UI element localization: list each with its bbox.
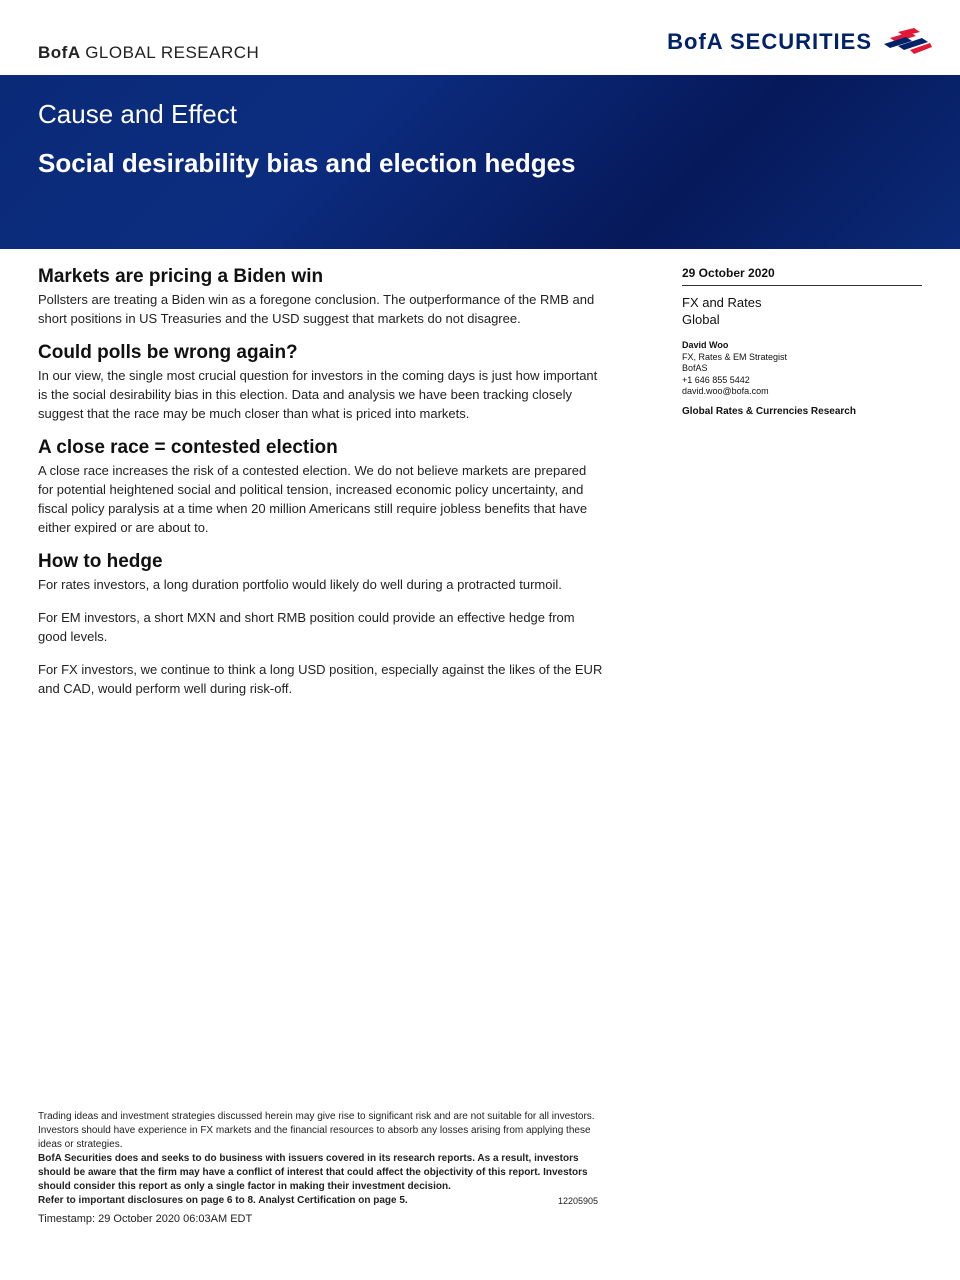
timestamp: Timestamp: 29 October 2020 06:03AM EDT bbox=[38, 1213, 253, 1225]
disclaimer-conflict: BofA Securities does and seeks to do business with issuers covered in its research reports. As a result, investors should be aware that the firm may have a conflict of interest that could affect the objectivity of this report. Investors should consider this report as only a single factor in making their investment decision. bbox=[38, 1153, 588, 1192]
department: FX and Rates Global bbox=[682, 295, 762, 327]
report-date: 29 October 2020 bbox=[682, 266, 922, 286]
section-1 bbox=[38, 266, 604, 328]
section-heading: Markets are pricing a Biden win bbox=[38, 266, 324, 287]
section-heading: Could polls be wrong again? bbox=[38, 342, 298, 363]
section-2 bbox=[38, 342, 604, 423]
author-block bbox=[682, 340, 922, 398]
global-research-title: BofA GLOBAL RESEARCH bbox=[38, 43, 260, 62]
document-code: 12205905 bbox=[557, 1196, 598, 1206]
report-title: Social desirability bias and election hedges bbox=[38, 148, 576, 178]
disclaimer bbox=[38, 1110, 598, 1226]
disclaimer-risk: Trading ideas and investment strategies discussed herein may give rise to significant risk and are not suitable for all investors. Investors should have experience in FX markets and the financial resources to absorb any losses arising from applying these ideas or strategies. bbox=[38, 1111, 595, 1150]
title-banner bbox=[0, 75, 960, 249]
disclosure-row bbox=[38, 1194, 598, 1208]
section-paragraph: Pollsters are treating a Biden win as a foregone conclusion. The outperformance of the RMB and short positions in US Treasuries and the USD suggest that markets do not disagree. bbox=[38, 292, 595, 326]
section-paragraph: For rates investors, a long duration portfolio would likely do well during a protracted turmoil. bbox=[38, 577, 562, 592]
author-title: FX, Rates & EM Strategist bbox=[682, 351, 788, 362]
section-paragraph: For EM investors, a short MXN and short RMB position could provide an effective hedge from good levels. bbox=[38, 610, 575, 644]
team-name: Global Rates & Currencies Research bbox=[682, 405, 856, 417]
disclosure-reference[interactable]: Refer to important disclosures on page 6 to 8. Analyst Certification on page 5. bbox=[38, 1195, 408, 1206]
top-bar bbox=[0, 0, 960, 75]
section-heading: A close race = contested election bbox=[38, 437, 338, 458]
author-firm: BofAS bbox=[682, 363, 708, 373]
sidebar bbox=[682, 266, 922, 417]
section-4 bbox=[38, 551, 604, 698]
bofa-securities-logo bbox=[667, 26, 932, 58]
author-email[interactable]: david.woo@bofa.com bbox=[682, 386, 769, 396]
section-paragraph: In our view, the single most crucial question for investors in the coming days is just how important is the social desirability bias in this election. Data and analysis we have been tracking closely suggest that the race may be much closer than what is priced into markets. bbox=[38, 368, 598, 421]
flag-icon bbox=[880, 26, 932, 58]
series-name: Cause and Effect bbox=[38, 99, 237, 129]
section-heading: How to hedge bbox=[38, 551, 163, 572]
section-paragraph: For FX investors, we continue to think a long USD position, especially against the likes of the EUR and CAD, would perform well during risk-off. bbox=[38, 662, 603, 696]
author-name: David Woo bbox=[682, 340, 729, 350]
author-phone: +1 646 855 5442 bbox=[682, 374, 750, 385]
section-paragraph: A close race increases the risk of a contested election. We do not believe markets are prepared for potential heightened social and political tension, increased economic policy uncertainty, and fiscal policy paralysis at a time when 20 million Americans still require jobless benefits that have either expired or are about to. bbox=[38, 463, 588, 535]
section-3 bbox=[38, 437, 604, 537]
main-content bbox=[38, 266, 604, 712]
logo-text: BofA SECURITIES bbox=[667, 29, 872, 54]
